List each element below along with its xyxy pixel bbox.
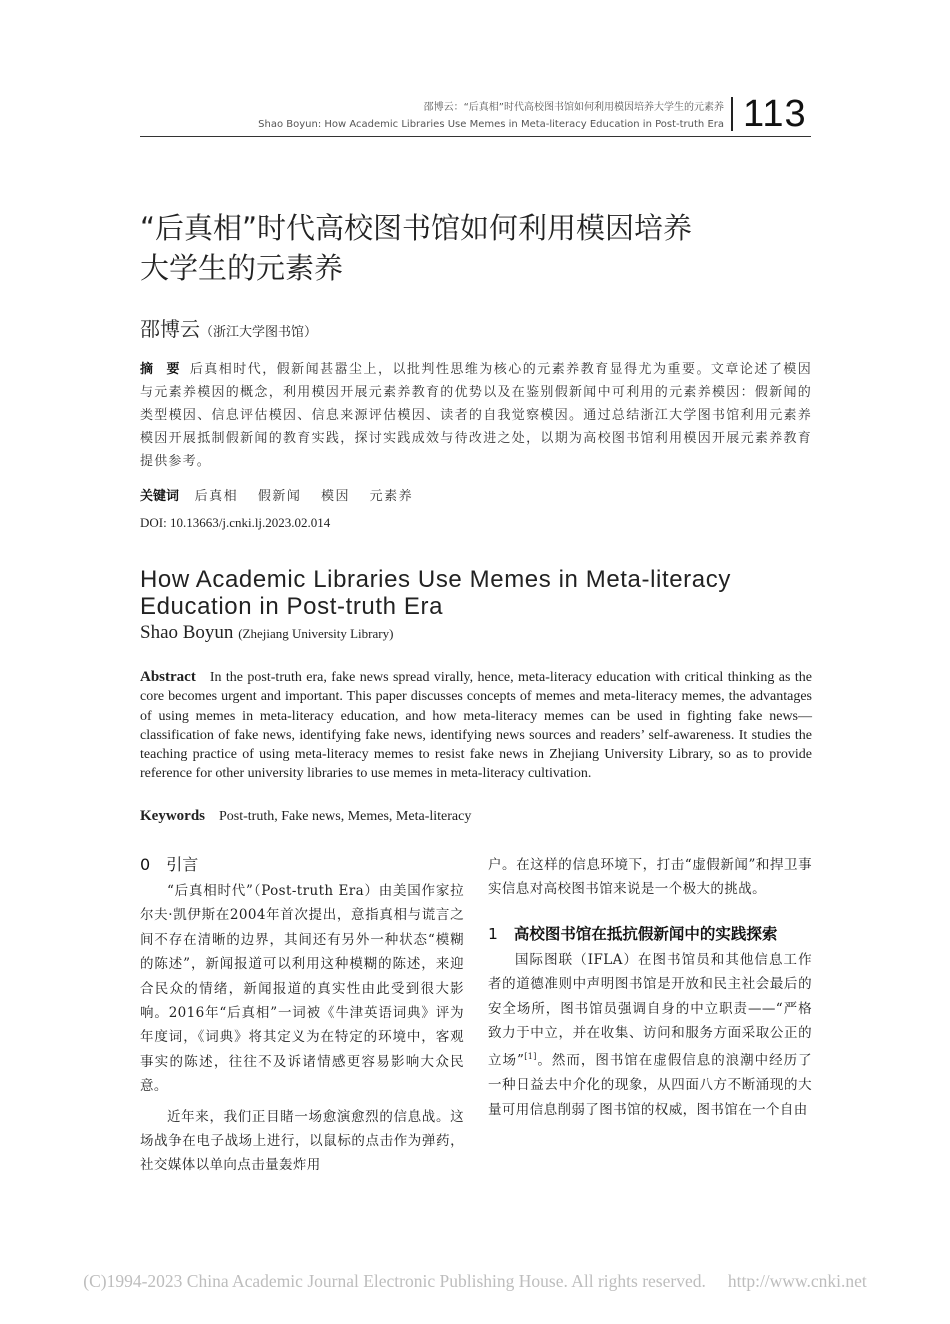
article-title-cn (140, 208, 820, 288)
keyword-cn: 模因 (320, 489, 350, 504)
author-line-cn (140, 313, 317, 342)
copyright-footer (0, 1271, 950, 1292)
body-text: 。然而，图书馆在虚假信息的浪潮中经历了一种日益去中介化的现象，从四面八方不断涌现的大量可用信息削弱了图书馆的权威，图书馆在一个自由 (488, 1052, 812, 1118)
abstract-cn (140, 358, 812, 473)
author-name-cn: 邵博云 (140, 317, 200, 341)
body-paragraph: “后真相时代”（Post-truth Era）由美国作家拉尔夫·凯伊斯在2004年首次提出，意指真相与谎言之间不存在清晰的边界，其间还有另外一种状态“模糊的陈述”，新闻报道可以利用这种模糊的陈述，来迎合民众的情绪，新闻报道的真实性由此受到很大影响。2016年“后真相”一词被《牛津英语词典》评为年度词，《词典》将其定义为在特定的环境中，客观事实的陈述，往往不及诉诸情感更容易影响大众民意。 (140, 883, 464, 1095)
abstract-en (140, 668, 812, 784)
author-line-en (140, 622, 393, 644)
body-paragraph-continued: 户。在这样的信息环境下，打击“虚假新闻”和捍卫事实信息对高校图书馆来说是一个极大的挑战。 (488, 857, 812, 898)
section-number: 0 (140, 855, 151, 874)
title-cn-line1: “后真相”时代高校图书馆如何利用模因培养 (140, 211, 693, 245)
body-paragraph (488, 948, 812, 1122)
keyword-cn: 元素养 (369, 489, 414, 504)
body-column-right (488, 853, 812, 1122)
section-heading-1 (488, 922, 812, 946)
citation-ref[interactable]: [1] (524, 1052, 537, 1062)
abstract-cn-text: 后真相时代，假新闻甚嚣尘上，以批判性思维为核心的元素养教育显得尤为重要。文章论述了模因与元素养模因的概念，利用模因开展元素养教育的优势以及在鉴别假新闻中可利用的元素养模因：假新闻的类型模因、信息评估模因、信息来源评估模因、读者的自我觉察模因。通过总结浙江大学图书馆利用元素养模因开展抵制假新闻的教育实践，探讨实践成效与待改进之处，以期为高校图书馆利用模因开展元素养教育提供参考。 (140, 362, 812, 469)
doi: DOI: 10.13663/j.cnki.lj.2023.02.014 (140, 515, 331, 530)
title-en-line2: Education in Post-truth Era (140, 593, 444, 620)
author-name-en: Shao Boyun (140, 622, 234, 643)
keywords-en-label: Keywords (140, 808, 205, 824)
header-divider (731, 97, 733, 131)
title-en-line1: How Academic Libraries Use Memes in Meta-literacy (140, 566, 731, 593)
running-title-cn: 邵博云：“后真相”时代高校图书馆如何利用模因培养大学生的元素养 (423, 102, 724, 113)
section-number: 1 (488, 924, 498, 943)
title-cn-line2: 大学生的元素养 (140, 251, 344, 285)
abstract-en-text: In the post-truth era, fake news spread virally, hence, meta-literacy education with critical thinking as the core becomes urgent and important. This paper discusses concepts of memes and meta-literacy memes, the advantages of using memes in meta-literacy education, and how meta-literacy memes can be used in fighting fake news—classification of fake news, identifying fake news, identifying news sources and readers’ self-awareness. It studies the teaching practice of using meta-literacy memes to resist fake news in Zhejiang University Library, so as to provide reference for other university libraries to use memes in meta-literacy cultivation. (140, 670, 812, 782)
body-paragraph: 近年来，我们正目睹一场愈演愈烈的信息战。这场战争在电子战场上进行，以鼠标的点击作为弹药，社交媒体以单向点击量轰炸用 (140, 1108, 464, 1174)
affiliation-en: (Zhejiang University Library) (238, 626, 394, 641)
header-rule (140, 136, 811, 137)
abstract-en-label: Abstract (140, 669, 196, 685)
section-title: 高校图书馆在抵抗假新闻中的实践探索 (513, 924, 778, 943)
keyword-cn: 后真相 (194, 489, 239, 504)
running-title-en: Shao Boyun: How Academic Libraries Use Memes in Meta-literacy Education in Post-truth Era (258, 119, 724, 130)
body-column-left (140, 853, 464, 1178)
body-text: 国际图联（IFLA）在图书馆员和其他信息工作者的道德准则中声明图书馆是开放和民主社会最后的安全场所，图书馆员强调自身的中立职责——“严格致力于中立，并在收集、访问和服务方面采取公正的立场” (488, 951, 812, 1069)
keywords-en (140, 808, 471, 825)
page-number: 113 (743, 93, 807, 135)
keyword-cn: 假新闻 (257, 489, 302, 504)
footer-url[interactable]: http://www.cnki.net (727, 1271, 867, 1291)
keywords-cn-label: 关键词 (140, 489, 180, 504)
article-title-en (140, 566, 830, 620)
copyright-text: (C)1994-2023 China Academic Journal Electronic Publishing House. All rights reserved. (83, 1271, 706, 1291)
abstract-cn-label: 摘 要 (140, 362, 180, 377)
affiliation-cn: （浙江大学图书馆） (200, 325, 318, 340)
running-header (258, 99, 724, 133)
section-title: 引言 (166, 855, 199, 874)
section-heading-0 (140, 853, 464, 877)
keywords-en-text: Post-truth, Fake news, Memes, Meta-literacy (219, 809, 472, 824)
keywords-cn (140, 485, 427, 504)
